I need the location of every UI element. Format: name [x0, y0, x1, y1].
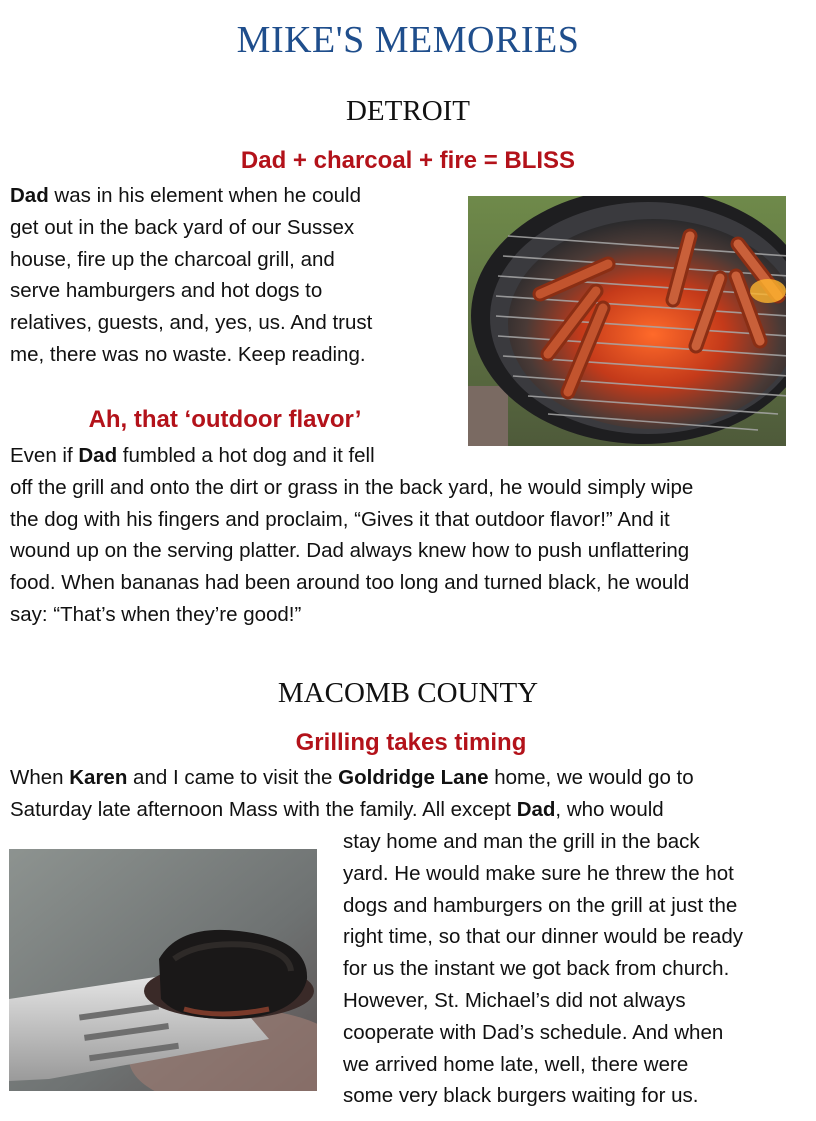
- section-heading-detroit: DETROIT: [345, 95, 471, 127]
- text-line: cooperate with Dad’s schedule. And when: [343, 1020, 724, 1044]
- grill-hotdogs-image: [468, 196, 786, 446]
- text-line: right time, so that our dinner would be ready: [343, 925, 743, 949]
- paragraph-outdoor-flavor: [10, 440, 693, 631]
- text-line: Saturday late afternoon Mass with the family. All except Dad, who would: [10, 797, 664, 821]
- section-heading-macomb-county: MACOMB COUNTY: [277, 677, 539, 709]
- burnt-burger-photo: [9, 849, 317, 1091]
- text-line: Even if Dad fumbled a hot dog and it fell: [10, 444, 375, 467]
- text-line: me, there was no waste. Keep reading.: [10, 342, 366, 366]
- grill-hotdogs-photo: [468, 196, 786, 446]
- text-line: food. When bananas had been around too long and turned black, he would: [10, 571, 690, 595]
- page-title: MIKE'S MEMORIES: [236, 19, 580, 61]
- paragraph-bliss: [10, 180, 372, 371]
- text-line: However, St. Michael’s did not always: [343, 988, 686, 1012]
- text-line: say: “That’s when they’re good!”: [10, 602, 302, 626]
- text-line: wound up on the serving platter. Dad always knew how to push unflattering: [10, 539, 690, 563]
- text-line: When Karen and I came to visit the Goldridge Lane home, we would go to: [10, 766, 694, 789]
- text-line: some very black burgers waiting for us.: [343, 1084, 699, 1108]
- text-line: for us the instant we got back from church.: [343, 957, 730, 981]
- subhead-bliss: Dad + charcoal + fire = BLISS: [240, 147, 576, 174]
- text-line: we arrived home late, well, there were: [343, 1052, 689, 1076]
- text-line: relatives, guests, and, yes, us. And trust: [10, 311, 373, 335]
- text-line: get out in the back yard of our Sussex: [10, 215, 355, 239]
- subhead-outdoor-flavor: Ah, that ‘outdoor flavor’: [88, 406, 362, 433]
- text-line: dogs and hamburgers on the grill at just the: [343, 893, 738, 917]
- text-line: off the grill and onto the dirt or grass in the back yard, he would simply wipe: [10, 475, 694, 499]
- burnt-burger-image: [9, 849, 317, 1091]
- text-line: Dad was in his element when he could: [10, 184, 361, 207]
- text-line: yard. He would make sure he threw the hot: [343, 861, 734, 885]
- paragraph-grilling-timing-intro: [10, 762, 694, 826]
- paragraph-grilling-timing-wrap: [343, 826, 743, 1112]
- text-line: house, fire up the charcoal grill, and: [10, 247, 335, 271]
- text-line: the dog with his fingers and proclaim, “Gives it that outdoor flavor!” And it: [10, 507, 670, 531]
- text-line: stay home and man the grill in the back: [343, 830, 700, 853]
- subhead-grilling-timing: Grilling takes timing: [295, 729, 527, 756]
- text-line: serve hamburgers and hot dogs to: [10, 279, 323, 303]
